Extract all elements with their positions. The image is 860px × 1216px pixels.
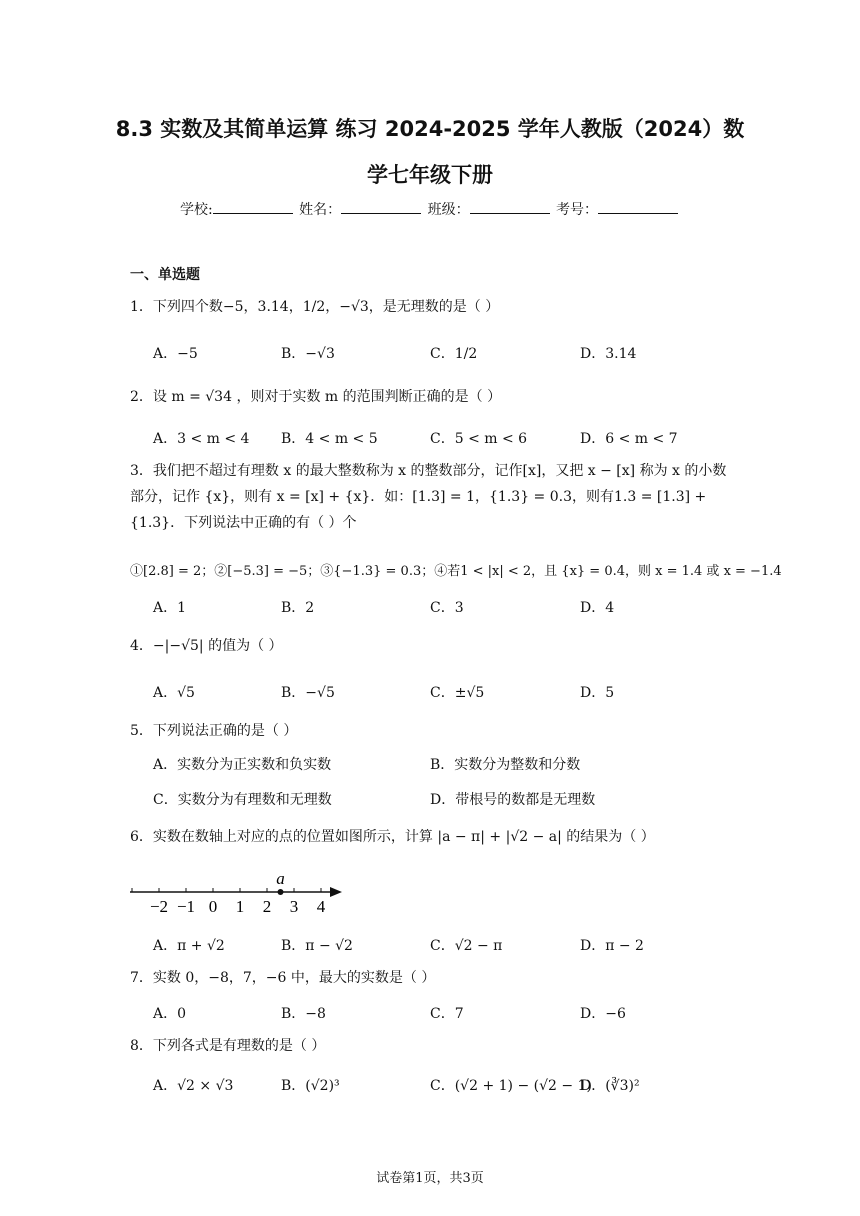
title-line-1: 8.3 实数及其简单运算 练习 2024-2025 学年人教版（2024）数 bbox=[115, 117, 745, 141]
q6-option-d: D．π − 2 bbox=[580, 938, 644, 954]
q1-option-b: B．−√3 bbox=[281, 346, 335, 362]
number-line-tick-label: 0 bbox=[208, 897, 218, 916]
name-label: 姓名： bbox=[299, 202, 342, 218]
q3-option-c: C．3 bbox=[430, 600, 464, 616]
school-blank bbox=[213, 199, 293, 214]
point-a-marker bbox=[278, 889, 284, 895]
q2-option-b: B．4 < m < 5 bbox=[281, 431, 378, 447]
q7-option-b: B．−8 bbox=[281, 1006, 326, 1022]
question-4: 4．−|−√5| 的值为（ ） bbox=[130, 638, 283, 654]
q2-option-d: D．6 < m < 7 bbox=[580, 431, 678, 447]
exam-no-blank bbox=[598, 199, 678, 214]
section-heading: 一、单选题 bbox=[130, 267, 200, 283]
q1-option-d: D．3.14 bbox=[580, 346, 637, 362]
q7-option-c: C．7 bbox=[430, 1006, 464, 1022]
q5-option-d: D．带根号的数都是无理数 bbox=[430, 792, 596, 808]
number-line-tick-label: −1 bbox=[176, 897, 196, 916]
number-line-tick-label: −2 bbox=[149, 897, 169, 916]
q3-option-a: A．1 bbox=[153, 600, 187, 616]
q4-option-d: D．5 bbox=[580, 685, 615, 701]
q2-option-a: A．3 < m < 4 bbox=[153, 431, 250, 447]
q4-option-b: B．−√5 bbox=[281, 685, 335, 701]
class-label: 班级： bbox=[427, 202, 470, 218]
number-line-tick-label: 2 bbox=[262, 897, 272, 916]
q1-option-a: A．−5 bbox=[153, 346, 198, 362]
q1-option-c: C．1/2 bbox=[430, 346, 478, 362]
question-7: 7．实数 0，−8，7，−6 中，最大的实数是（ ） bbox=[130, 970, 436, 986]
class-blank bbox=[470, 199, 550, 214]
q8-option-b: B．(√2)³ bbox=[281, 1078, 340, 1094]
q4-option-a: A．√5 bbox=[153, 685, 195, 701]
q5-option-a: A．实数分为正实数和负实数 bbox=[153, 757, 332, 773]
number-line-arrow bbox=[330, 887, 342, 897]
q6-option-a: A．π + √2 bbox=[153, 938, 225, 954]
q8-option-d: D．(∛3)² bbox=[580, 1078, 640, 1094]
q7-option-d: D．−6 bbox=[580, 1006, 626, 1022]
q5-option-c: C．实数分为有理数和无理数 bbox=[153, 792, 332, 808]
question-6: 6．实数在数轴上对应的点的位置如图所示，计算 |a − π| + |√2 − a| 的结果为（ ） bbox=[130, 829, 655, 845]
number-line-tick-label: 3 bbox=[289, 897, 299, 916]
q6-option-b: B．π − √2 bbox=[281, 938, 353, 954]
q8-option-c: C．(√2 + 1) − (√2 − 1) bbox=[430, 1078, 592, 1094]
question-5: 5．下列说法正确的是（ ） bbox=[130, 723, 298, 739]
q4-option-c: C．±√5 bbox=[430, 685, 485, 701]
q7-option-a: A．0 bbox=[153, 1006, 187, 1022]
student-info bbox=[0, 199, 860, 219]
point-a-label: a bbox=[276, 869, 285, 888]
page-footer: 试卷第1页，共3页 bbox=[376, 1171, 484, 1186]
number-line-tick-label: 1 bbox=[235, 897, 245, 916]
q2-option-c: C．5 < m < 6 bbox=[430, 431, 528, 447]
question-3-statements: ①[2.8] = 2；②[−5.3] = −5；③{−1.3} = 0.3；④若1 < |x| < 2，且 {x} = 0.4，则 x = 1.4 或 x = −1.4 bbox=[130, 564, 782, 579]
q3-option-d: D．4 bbox=[580, 600, 615, 616]
q6-option-c: C．√2 − π bbox=[430, 938, 503, 954]
question-3: 3．我们把不超过有理数 x 的最大整数称为 x 的整数部分，记作[x]，又把 x − [x] 称为 x 的小数部分，记作 {x}，则有 x = [x] + {x}．如：[1.3] = 1，{1.3} = 0.3，则有1.3 = [1.3] + {1.3}．下列说法中正确的有（ ）个 bbox=[130, 463, 727, 531]
q3-option-b: B．2 bbox=[281, 600, 315, 616]
question-2: 2．设 m = √34 ，则对于实数 m 的范围判断正确的是（ ） bbox=[130, 389, 502, 405]
exam-no-label: 考号： bbox=[556, 202, 599, 218]
school-label: 学校: bbox=[179, 202, 213, 218]
question-1: 1．下列四个数−5，3.14，1/2，−√3，是无理数的是（ ） bbox=[130, 299, 500, 315]
number-line-figure bbox=[128, 866, 348, 918]
name-blank bbox=[341, 199, 421, 214]
q8-option-a: A．√2 × √3 bbox=[153, 1078, 234, 1094]
number-line-tick-label: 4 bbox=[316, 897, 326, 916]
question-8: 8．下列各式是有理数的是（ ） bbox=[130, 1038, 326, 1054]
q5-option-b: B．实数分为整数和分数 bbox=[430, 757, 581, 773]
title-line-2: 学七年级下册 bbox=[367, 163, 493, 187]
